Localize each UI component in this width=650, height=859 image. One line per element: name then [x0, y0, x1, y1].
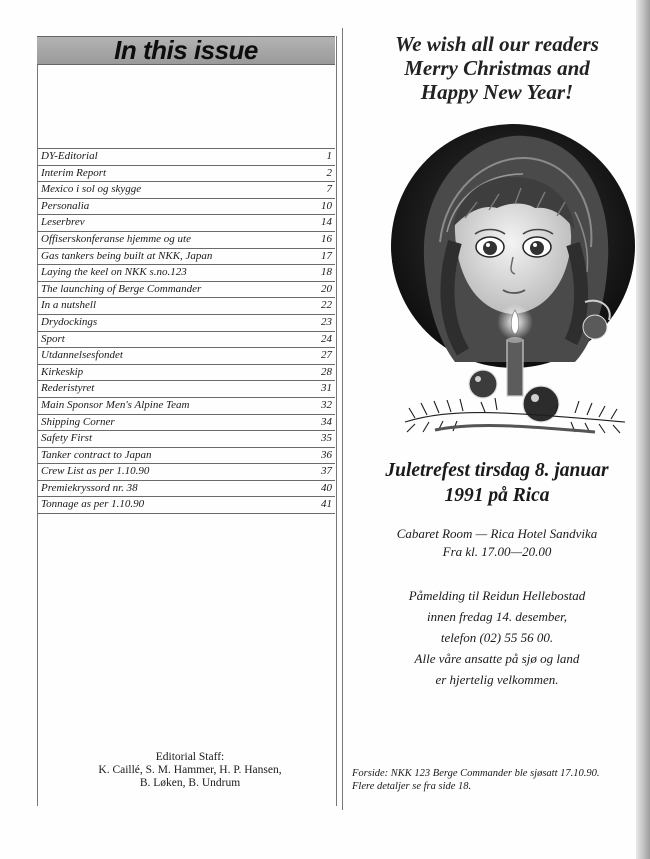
- event-title-line1: Juletrefest tirsdag 8. januar: [385, 460, 609, 481]
- signup-line1: Påmelding til Reidun Hellebostad: [408, 588, 586, 603]
- toc-entry-page: 22: [321, 299, 332, 312]
- cover-caption-line1: Forside: NKK 123 Berge Commander ble sjøsatt 17.10.90.: [352, 768, 600, 779]
- toc-row: [37, 249, 335, 266]
- toc-row: [37, 282, 335, 299]
- toc-entry-page: 24: [321, 332, 332, 345]
- toc-row: [37, 464, 335, 481]
- toc-row: [37, 315, 335, 332]
- toc-title: In this issue: [114, 35, 258, 65]
- toc-row: [37, 265, 335, 282]
- toc-entry-title: Interim Report: [41, 166, 107, 179]
- venue-name: Cabaret Room — Rica Hotel Sandvika: [396, 526, 598, 541]
- column-divider: [342, 28, 343, 810]
- event-title-line2: 1991 på Rica: [444, 485, 550, 506]
- toc-entry-page: 2: [326, 166, 332, 179]
- toc-entry-title: DY-Editorial: [41, 150, 98, 162]
- toc-entry-page: 32: [321, 398, 332, 411]
- toc-entry-page: 36: [321, 448, 332, 461]
- toc-row: [37, 332, 335, 349]
- toc-entry-title: Premiekryssord nr. 38: [41, 481, 138, 494]
- christmas-girl-illustration: [385, 122, 640, 442]
- toc-row: [37, 398, 335, 415]
- editorial-names-line1: K. Caillé, S. M. Hammer, H. P. Hansen,: [98, 764, 282, 776]
- toc-entry-title: Crew List as per 1.10.90: [41, 465, 150, 478]
- toc-header-bar: [37, 36, 335, 65]
- toc-entry-page: 20: [321, 282, 332, 295]
- toc-row: [37, 348, 335, 365]
- toc-entry-page: 1: [326, 150, 332, 162]
- toc-list: [37, 148, 335, 514]
- toc-entry-page: 10: [321, 199, 332, 212]
- toc-entry-page: 17: [321, 249, 332, 262]
- signup-line2: innen fredag 14. desember,: [427, 609, 567, 624]
- signup-line5: er hjertelig velkommen.: [435, 672, 559, 687]
- toc-entry-title: Drydockings: [41, 315, 98, 328]
- toc-entry-title: Kirkeskip: [41, 365, 84, 378]
- toc-row: [37, 415, 335, 432]
- toc-entry-page: 40: [321, 481, 332, 494]
- toc-entry-title: Gas tankers being built at NKK, Japan: [41, 249, 213, 262]
- toc-entry-page: 35: [321, 432, 332, 445]
- event-time: Fra kl. 17.00—20.00: [442, 544, 552, 559]
- toc-entry-title: Personalia: [41, 199, 90, 212]
- toc-entry-page: 14: [321, 216, 332, 229]
- toc-entry-title: Main Sponsor Men's Alpine Team: [41, 398, 190, 411]
- toc-entry-page: 41: [321, 498, 332, 511]
- toc-row: [37, 199, 335, 216]
- toc-row: [37, 497, 335, 514]
- toc-row: [37, 298, 335, 315]
- cover-caption: [352, 767, 642, 793]
- greeting-line2: Merry Christmas and: [404, 56, 590, 80]
- event-signup: [352, 585, 642, 690]
- editorial-heading: Editorial Staff:: [155, 751, 225, 763]
- toc-entry-page: 23: [321, 315, 332, 328]
- toc-entry-page: 7: [326, 183, 332, 196]
- toc-entry-title: Shipping Corner: [41, 415, 115, 428]
- toc-entry-title: Sport: [41, 332, 65, 345]
- toc-row: [37, 215, 335, 232]
- toc-entry-title: Safety First: [41, 432, 93, 445]
- toc-row: [37, 232, 335, 249]
- toc-entry-page: 18: [321, 266, 332, 279]
- signup-line3: telefon (02) 55 56 00.: [440, 630, 554, 645]
- toc-row: [37, 381, 335, 398]
- toc-entry-page: 37: [321, 465, 332, 478]
- greeting-line1: We wish all our readers: [395, 32, 599, 56]
- toc-entry-title: The launching of Berge Commander: [41, 282, 202, 295]
- signup-line4: Alle våre ansatte på sjø og land: [414, 651, 580, 666]
- toc-row: [37, 365, 335, 382]
- toc-row: [37, 431, 335, 448]
- toc-row: [37, 481, 335, 498]
- toc-entry-title: Utdannelsesfondet: [41, 349, 123, 362]
- cover-caption-line2: Flere detaljer se fra side 18.: [352, 781, 472, 792]
- toc-entry-title: Mexico i sol og skygge: [41, 183, 142, 196]
- toc-row: [37, 448, 335, 465]
- event-venue: [352, 525, 642, 561]
- toc-row: [37, 148, 335, 166]
- toc-entry-title: In a nutshell: [41, 299, 96, 312]
- event-title: [352, 458, 642, 508]
- holiday-greeting: [352, 32, 642, 104]
- toc-row: [37, 182, 335, 199]
- toc-entry-page: 27: [321, 349, 332, 362]
- toc-entry-page: 16: [321, 232, 332, 245]
- toc-entry-title: Leserbrev: [41, 216, 85, 229]
- toc-entry-title: Tonnage as per 1.10.90: [41, 498, 145, 511]
- toc-row: [37, 166, 335, 183]
- toc-entry-title: Tanker contract to Japan: [41, 448, 152, 461]
- toc-entry-title: Laying the keel on NKK s.no.123: [41, 266, 187, 279]
- toc-entry-title: Rederistyret: [41, 382, 95, 395]
- editorial-staff: [60, 751, 320, 790]
- editorial-names-line2: B. Løken, B. Undrum: [139, 777, 241, 789]
- toc-entry-page: 31: [321, 382, 332, 395]
- greeting-line3: Happy New Year!: [420, 80, 574, 104]
- toc-entry-page: 34: [321, 415, 332, 428]
- toc-entry-page: 28: [321, 365, 332, 378]
- toc-entry-title: Offiserskonferanse hjemme og ute: [41, 232, 191, 245]
